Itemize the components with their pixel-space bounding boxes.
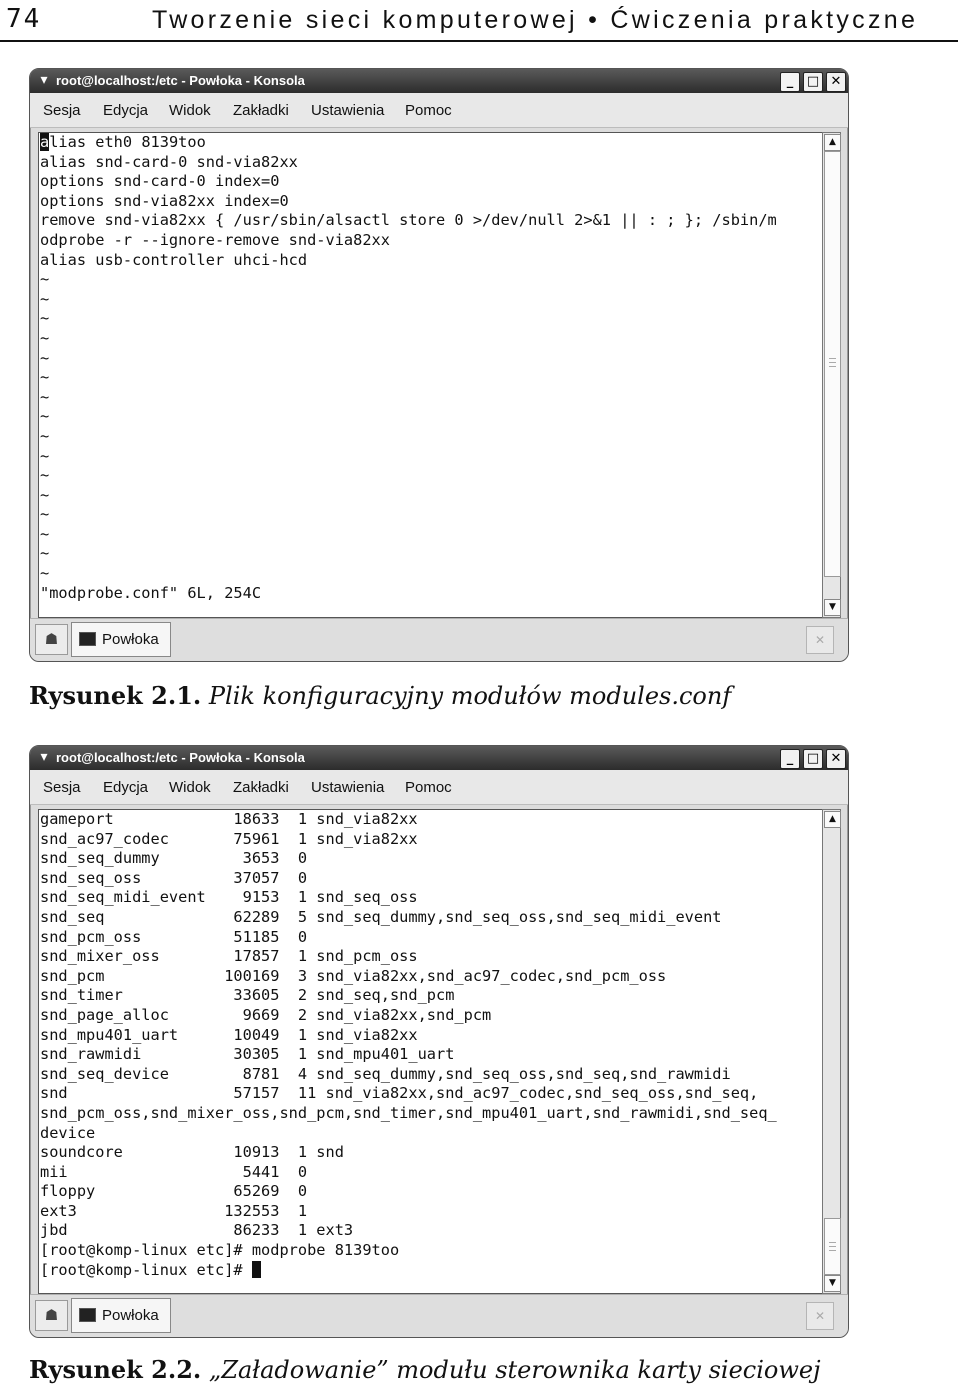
grip-line-icon (829, 1250, 836, 1251)
new-session-icon[interactable]: ☗ (35, 624, 68, 655)
page-header (0, 0, 960, 44)
menu-bar (30, 93, 848, 128)
menu-ustawienia[interactable]: Ustawienia (311, 102, 385, 119)
maximize-icon[interactable]: □ (803, 749, 823, 769)
minimize-icon[interactable]: _ (780, 72, 800, 92)
close-icon[interactable]: ✕ (826, 749, 846, 769)
menu-widok[interactable]: Widok (169, 779, 211, 796)
grip-line-icon (829, 362, 836, 363)
scrollbar-thumb[interactable] (824, 1218, 841, 1275)
caption-text: „Załadowanie” modułu sterownika karty sieciowej (208, 1356, 821, 1384)
menu-edycja[interactable]: Edycja (103, 102, 149, 119)
konsole-window-2 (29, 745, 849, 1338)
grip-line-icon (829, 1246, 836, 1247)
figure-caption-2 (29, 1355, 821, 1384)
menu-bar (30, 770, 848, 805)
caption-text: Plik konfiguracyjny modułów modules.conf (208, 682, 732, 710)
session-tab[interactable] (71, 1298, 171, 1333)
menu-ustawienia[interactable]: Ustawienia (311, 779, 385, 796)
terminal-output (39, 810, 822, 1280)
window-title: root@localhost:/etc - Powłoka - Konsola (56, 73, 305, 88)
menu-edycja[interactable]: Edycja (103, 779, 149, 796)
grip-line-icon (829, 358, 836, 359)
page-number: 74 (6, 4, 42, 34)
session-tab[interactable] (71, 622, 171, 657)
page-title: Tworzenie sieci komputerowej • Ćwiczenia praktyczne (152, 6, 919, 34)
arrow-down-icon[interactable]: ▼ (824, 1275, 841, 1292)
title-bar[interactable] (30, 746, 848, 770)
terminal-cursor (252, 1261, 261, 1278)
menu-sesja[interactable]: Sesja (43, 102, 81, 119)
terminal-text: gameport 18633 1 snd_via82xx snd_ac97_codec 75961 1 snd_via82xx snd_seq_dummy 3653 0 snd_seq_oss 37057 0 snd_seq_midi_event 9153 1 snd_seq_oss snd_seq 62289 5 snd_seq_dummy,snd_seq_oss,snd_seq_midi_event snd_pcm_oss 51185 0 snd_mixer_oss 17857 1 snd_pcm_oss snd_pcm 100169 3 snd_via82xx,snd_ac97_codec,snd_pcm_oss snd_timer 33605 2 snd_seq,snd_pcm snd_page_alloc 9669 2 snd_via82xx,snd_pcm snd_mpu401_uart 10049 1 snd_via82xx snd_rawmidi 30305 1 snd_mpu401_uart snd_seq_device 8781 4 snd_seq_dummy,snd_seq_oss,snd_seq,snd_rawmidi snd 57157 11 snd_via82xx,snd_ac97_codec,snd_seq_oss,snd_seq, snd_pcm_oss,snd_mixer_oss,snd_pcm,snd_timer,snd_mpu401_uart,snd_rawmidi,snd_seq_ device soundcore 10913 1 snd mii 5441 0 floppy 65269 0 ext3 132553 1 jbd 86233 1 ext3 [root@komp-linux etc]# modprobe 8139too [root@komp-linux etc]# (40, 810, 777, 1279)
arrow-up-icon[interactable]: ▲ (824, 811, 841, 828)
arrow-up-icon[interactable]: ▲ (824, 134, 841, 151)
vertical-scrollbar[interactable] (822, 132, 841, 618)
minimize-icon[interactable]: _ (780, 749, 800, 769)
window-title: root@localhost:/etc - Powłoka - Konsola (56, 750, 305, 765)
terminal-area[interactable] (38, 132, 823, 618)
caption-label: Rysunek 2.1. (29, 681, 202, 710)
terminal-output (39, 133, 822, 603)
session-tab-bar (30, 1294, 848, 1337)
arrow-down-icon[interactable]: ▼ (824, 599, 841, 616)
chevron-down-icon[interactable]: ▾ (40, 72, 48, 88)
maximize-icon[interactable]: □ (803, 72, 823, 92)
konsole-window-1 (29, 68, 849, 662)
menu-zakladki[interactable]: Zakładki (233, 102, 289, 119)
chevron-down-icon[interactable]: ▾ (40, 749, 48, 765)
menu-pomoc[interactable]: Pomoc (405, 102, 452, 119)
terminal-cursor: a (40, 133, 50, 151)
new-session-icon[interactable]: ☗ (35, 1300, 68, 1331)
close-tab-icon[interactable]: ✕ (806, 626, 834, 654)
menu-sesja[interactable]: Sesja (43, 779, 81, 796)
close-tab-icon[interactable]: ✕ (806, 1302, 834, 1330)
scrollbar-thumb[interactable] (824, 151, 841, 577)
menu-zakladki[interactable]: Zakładki (233, 779, 289, 796)
menu-pomoc[interactable]: Pomoc (405, 779, 452, 796)
grip-line-icon (829, 1242, 836, 1243)
close-icon[interactable]: ✕ (826, 72, 846, 92)
session-tab-label: Powłoka (102, 631, 159, 648)
menu-widok[interactable]: Widok (169, 102, 211, 119)
vertical-scrollbar[interactable] (822, 809, 841, 1294)
terminal-text: lias eth0 8139too alias snd-card-0 snd-via82xx options snd-card-0 index=0 options snd-via82xx index=0 remove snd-via82xx { /usr/sbin/alsactl store 0 >/dev/null 2>&1 || : ; }; /sbin/m odprobe -r --ignore-remove snd-via82xx alias usb-controller uhci-hcd ~ ~ ~ ~ ~ ~ ~ ~ ~ ~ ~ ~ ~ ~ ~ ~ "modprobe.conf" 6L, 254C (40, 133, 777, 602)
terminal-area[interactable] (38, 809, 823, 1294)
figure-caption-1 (29, 681, 731, 710)
grip-line-icon (829, 366, 836, 367)
terminal-icon (79, 1308, 96, 1322)
caption-label: Rysunek 2.2. (29, 1355, 202, 1384)
title-bar[interactable] (30, 69, 848, 93)
terminal-icon (79, 632, 96, 646)
session-tab-label: Powłoka (102, 1307, 159, 1324)
header-rule (0, 40, 958, 42)
session-tab-bar (30, 618, 848, 661)
